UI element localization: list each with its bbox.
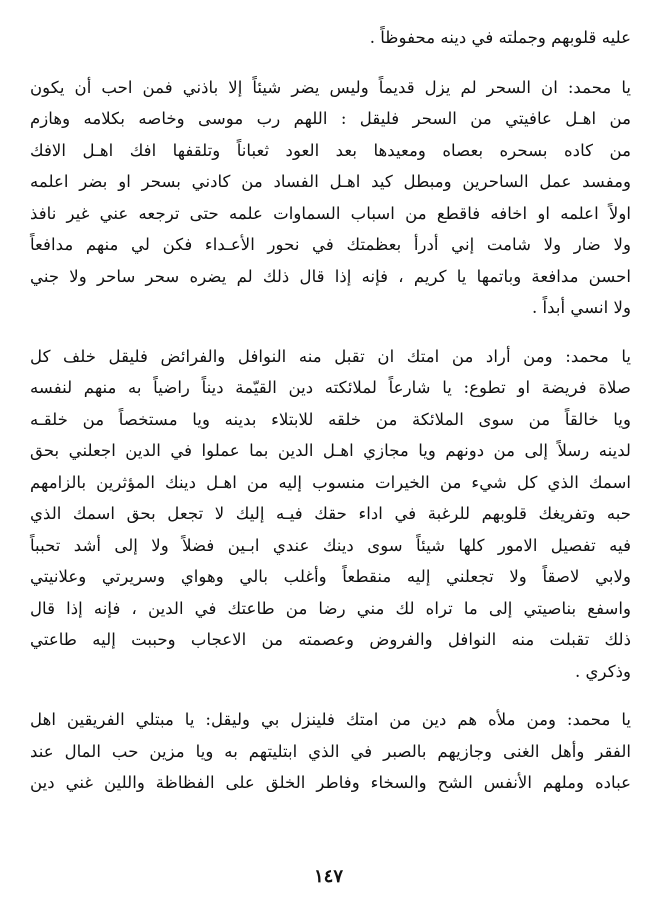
- paragraph-2: [30, 72, 631, 324]
- text-line: من كاده بسحره بعصاه ومعيدها بعد العود ثعباناً وتلقفها افك اهـل الافك: [30, 140, 631, 160]
- text-line: اسمك الذي كل شيء من الخيرات منسوب إليه من اهـل دينك المؤثرين بالزامهم: [30, 472, 631, 492]
- text-line: الفقر وأهل الغنى وجازيهم بالصبر في الذي ابتليتهم به ويا مزين حب المال عند: [30, 741, 631, 761]
- text-line: حبه وتفريغك قلوبهم للرغبة في اداء حقك فيـه إليك لا تجعل بحق اسمك الذي: [30, 504, 631, 523]
- text-line: واسفع بناصيتي إلى ما تراه لك مني رضا من طاعتك في الدين ، فإنه إذا قال: [30, 598, 631, 618]
- text-line: يا محمد: ان السحر لم يزل قديماً وليس يضر شيئاً إلا باذني فمن احب أن يكون: [30, 77, 631, 97]
- text-line: فيه تفصيل الامور كلها شيئاً سوى دينك عندي ابـين فضلاً ولا إلى أشد تحبباً: [30, 535, 631, 555]
- text-line: عليه قلوبهم وجملته في دينه محفوظاً .: [369, 28, 631, 47]
- text-line: ولا انسي أبداً .: [532, 298, 631, 317]
- text-line: ولابي لاصقاً ولا تجعلني إليه منقطعاً وأغلب بالي وهواي وسريرتي وعلانيتي: [30, 567, 631, 586]
- text-line: ذلك تقبلت منه النوافل والفروض وعصمته من الاعجاب وحببت إليه طاعتي: [30, 630, 631, 649]
- text-line: يا محمد: ومن أراد من امتك ان تقبل منه النوافل والفرائض فليقل خلف كل: [30, 346, 631, 366]
- text-line: احسن مدافعة وباتمها يا كريم ، فإنه إذا قال ذلك لم يضره سحر ساحر ولا جني: [30, 266, 631, 286]
- text-line: اولاً اعلمه او اخافه فاقطع من اسباب السماوات علمه حتى ترجعه عني غير نافذ: [30, 203, 631, 223]
- text-line: عباده وملهم الأنفس الشح والسخاء وفاطر الخلق على الفظاظة واللين غني دين: [30, 773, 631, 792]
- text-line: وذكري .: [575, 661, 631, 681]
- paragraph-3: [30, 341, 631, 688]
- paragraph-4: [30, 704, 631, 799]
- text-line: يا محمد: ومن ملأه هم دين من امتك فلينزل بي وليقل: يا مبتلي الفريقين اهل: [30, 710, 631, 729]
- paragraph-1: [30, 22, 631, 54]
- text-line: ومفسد عمل الساحرين ومبطل كيد اهـل الفساد من كادني بسحر او بضر اعلمه: [30, 172, 631, 191]
- page-number: ١٤٧: [313, 866, 343, 887]
- text-line: من اهـل عافيتي من السحر فليقل : اللهم رب موسى وخاصه بكلامه وهازم: [30, 109, 631, 128]
- text-line: صلاة فريضة او تطوع: يا شارعاً لملائكته دين القيّمة ديناً راضياً به منهم لنفسه: [30, 378, 631, 397]
- text-line: لدينه رسلاً إلى من دونهم ويا مجازي اهـل الدين بما عملوا في الدين اجعلني بحق: [30, 441, 631, 460]
- text-line: ويا خالقاً من سوى الملائكة من خلقه للابتلاء بدينه ويا مستخصاً من خلقـه: [30, 409, 631, 429]
- text-line: ولا ضار ولا شامت إني أدرأ بعظمتك في نحور الأعـداء فكن لي منهم مدافعاً: [30, 235, 631, 254]
